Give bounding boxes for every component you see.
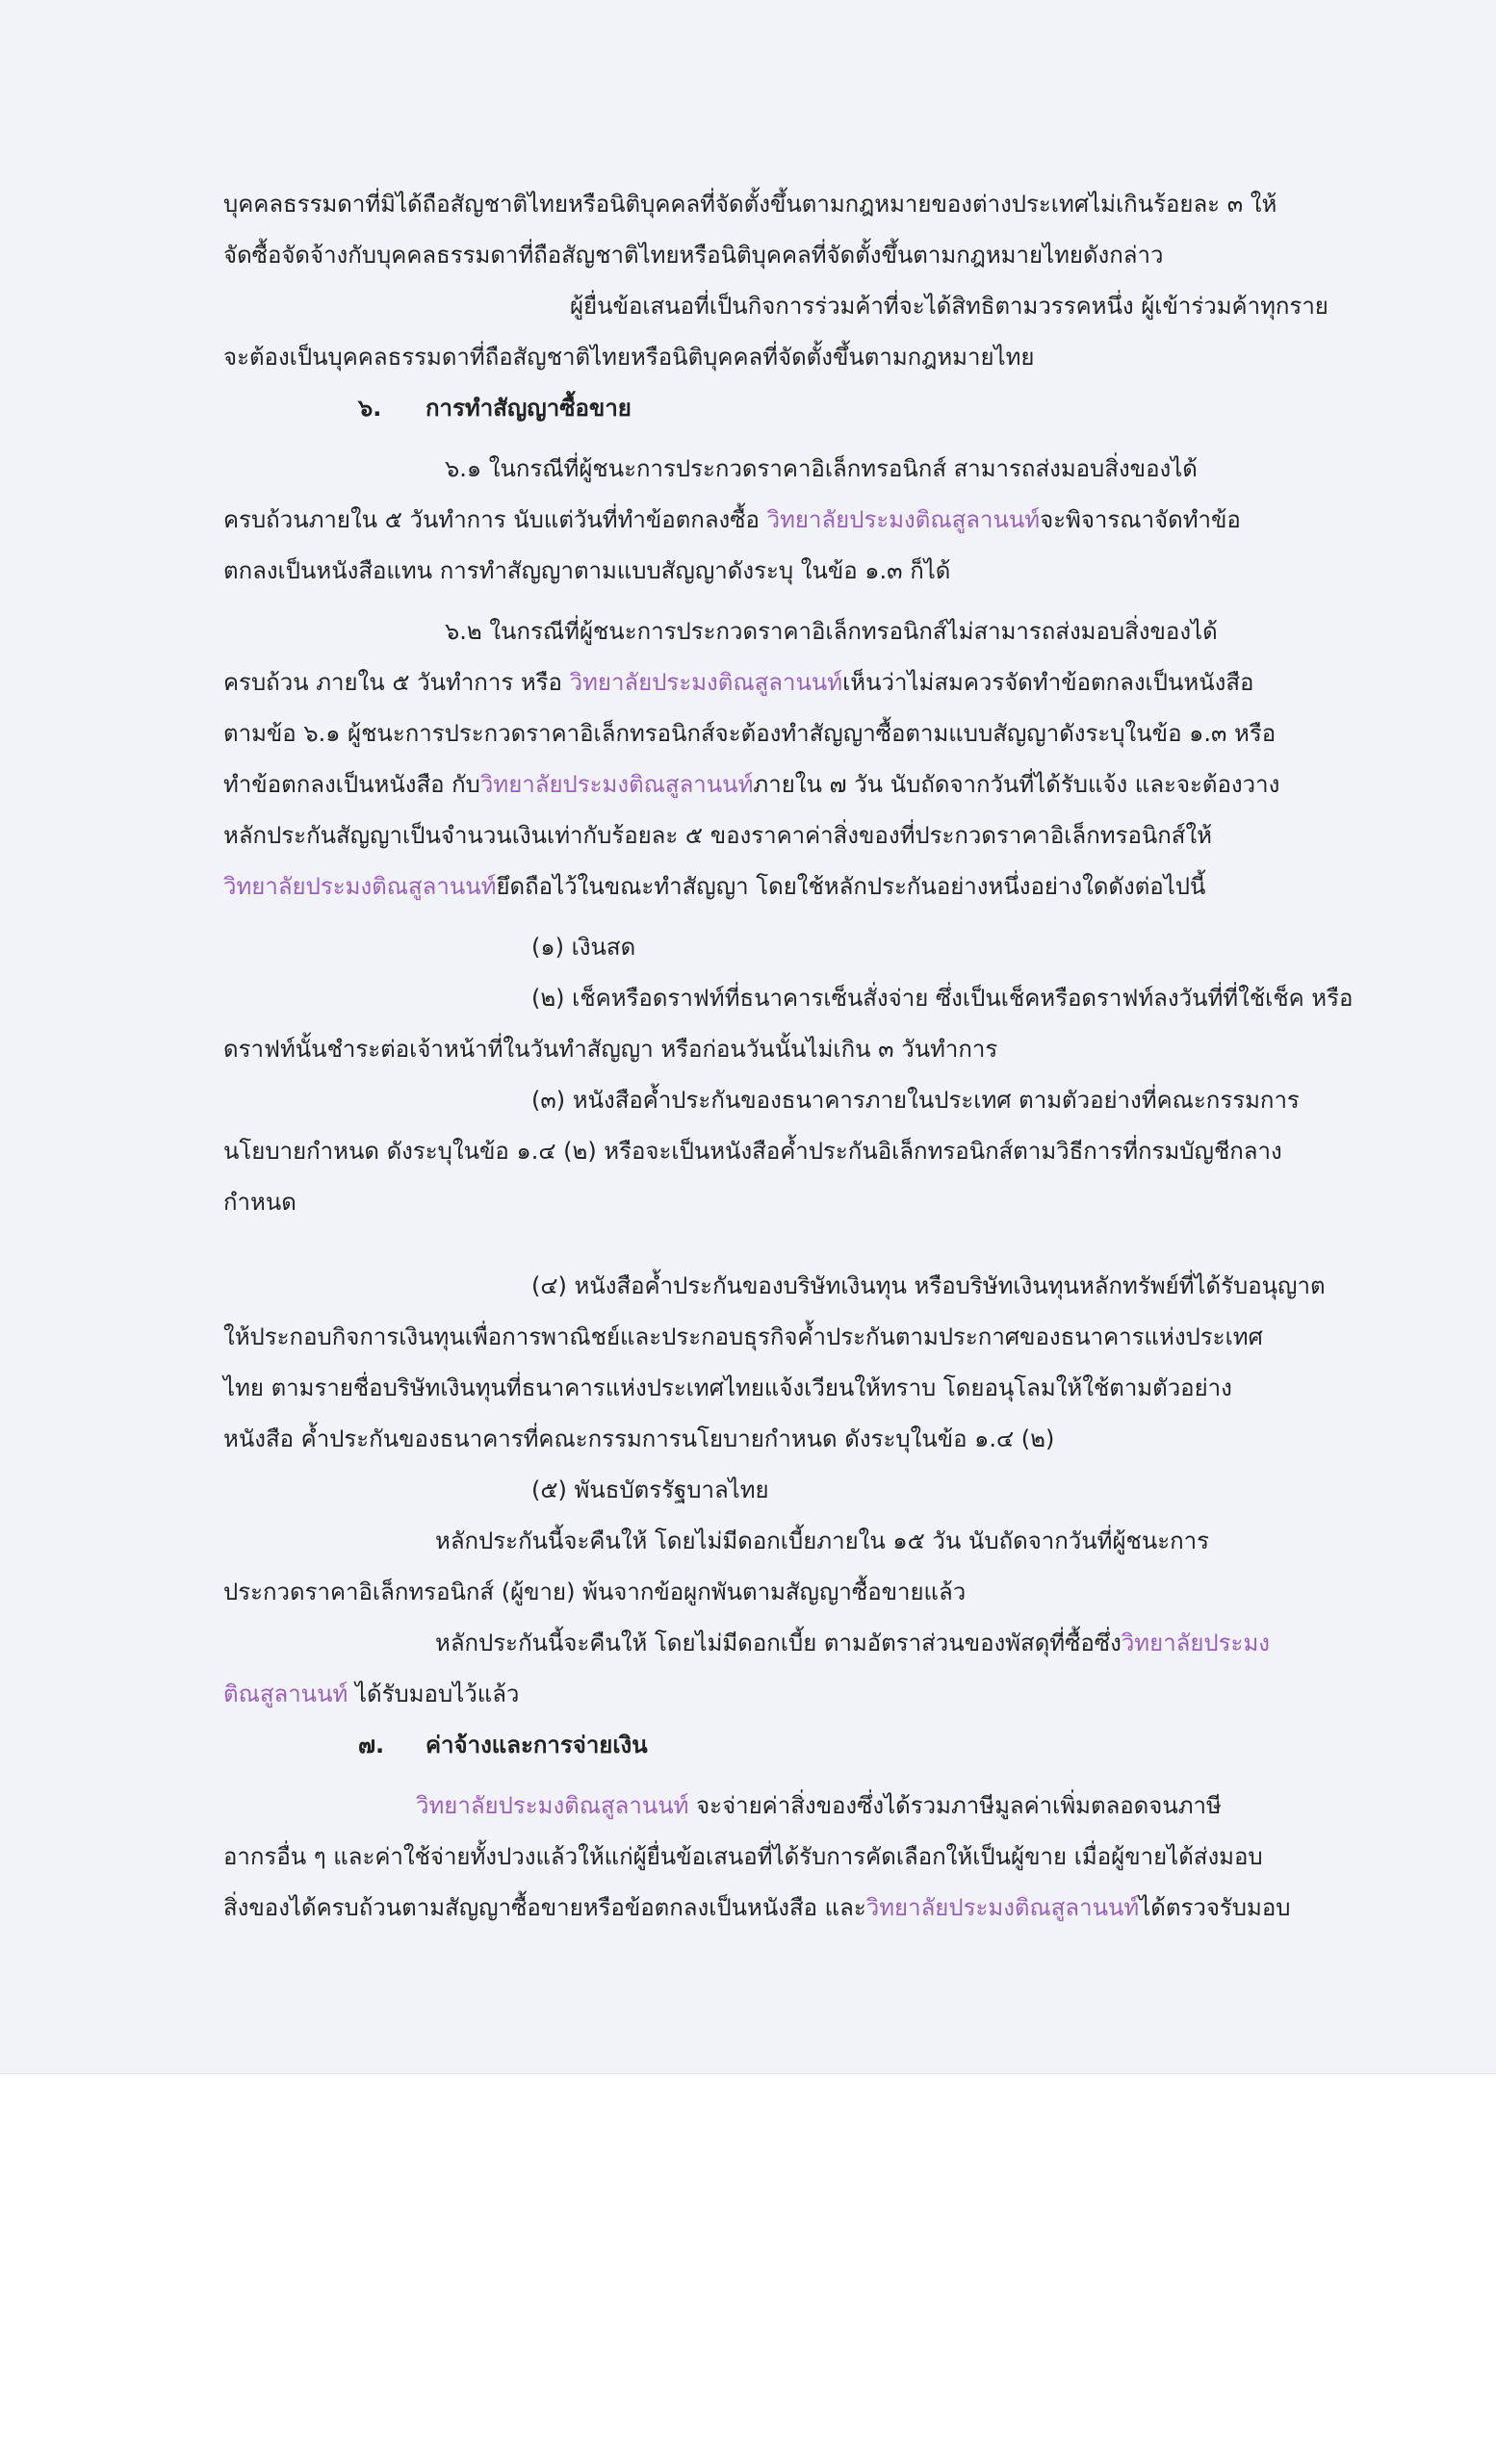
- text-line: [223, 759, 1321, 810]
- org-name-part: วิทยาลัยประมง: [1121, 1630, 1270, 1656]
- section-6-heading: [223, 383, 1321, 434]
- org-name: วิทยาลัยประมงติณสูลานนท์: [223, 873, 497, 900]
- text-line: [223, 1669, 1321, 1720]
- text-run: จะจ่ายค่าสิ่งของซึ่งได้รวมภาษีมูลค่าเพิ่มตลอดจนภาษี: [688, 1792, 1222, 1819]
- text-run: ครบถ้วนภายใน ๕ วันทำการ นับแต่วันที่ทำข้อตกลงซื้อ: [223, 506, 767, 533]
- text-line: ผู้ยื่นข้อเสนอที่เป็นกิจการร่วมค้าที่จะได้สิทธิตามวรรคหนึ่ง ผู้เข้าร่วมค้าทุกราย: [570, 293, 1328, 320]
- text-line: บุคคลธรรมดาที่มิได้ถือสัญชาติไทยหรือนิติบุคคลที่จัดตั้งขึ้นตามกฎหมายของต่างประเทศไม่เกินร้อยละ ๓ ให้: [223, 191, 1277, 218]
- return-clause-2: [223, 1618, 1321, 1669]
- text-run: ภายใน ๗ วัน นับถัดจากวันที่ได้รับแจ้ง และจะต้องวาง: [753, 771, 1280, 798]
- text-line: นโยบายกำหนด ดังระบุในข้อ ๑.๔ (๒) หรือจะเป็นหนังสือค้ำประกันอิเล็กทรอนิกส์ตามวิธีการที่กรมบัญชีกลาง: [223, 1138, 1282, 1165]
- document-body: [223, 179, 1354, 1934]
- org-name-part: ติณสูลานนท์: [223, 1681, 348, 1707]
- text-line: ให้ประกอบกิจการเงินทุนเพื่อการพาณิชย์และประกอบธุรกิจค้ำประกันตามประกาศของธนาคารแห่งประเทศ: [223, 1323, 1263, 1350]
- text-line: ไทย ตามรายชื่อบริษัทเงินทุนที่ธนาคารแห่งประเทศไทยแจ้งเวียนให้ทราบ โดยอนุโลมให้ใช้ตามตัวอย่าง: [223, 1374, 1232, 1401]
- section-7-body: [223, 1781, 1321, 1832]
- text-line: [223, 861, 1321, 912]
- text-run: ได้รับมอบไว้แล้ว: [348, 1681, 520, 1707]
- text-run: ทำข้อตกลงเป็นหนังสือ กับ: [223, 771, 480, 798]
- section-6-number: ๖.: [358, 395, 382, 422]
- clause-6-1: ๖.๑ ในกรณีที่ผู้ชนะการประกวดราคาอิเล็กทรอนิกส์ สามารถส่งมอบสิ่งของได้: [445, 455, 1198, 482]
- text-run: ยึดถือไว้ในขณะทำสัญญา โดยใช้หลักประกันอย่างหนึ่งอย่างใดดังต่อไปนี้: [496, 873, 1206, 900]
- text-line: [223, 657, 1321, 708]
- return-clause-1: หลักประกันนี้จะคืนให้ โดยไม่มีดอกเบี้ยภายใน ๑๕ วัน นับถัดจากวันที่ผู้ชนะการ: [435, 1527, 1210, 1554]
- list-item-5: (๕) พันธบัตรรัฐบาลไทย: [531, 1476, 769, 1503]
- org-name: วิทยาลัยประมงติณสูลานนท์: [479, 771, 754, 798]
- text-line: หลักประกันสัญญาเป็นจำนวนเงินเท่ากับร้อยละ ๕ ของราคาค่าสิ่งของที่ประกวดราคาอิเล็กทรอนิกส์ให้: [223, 822, 1212, 849]
- section-7-title: ค่าจ้างและการจ่ายเงิน: [426, 1732, 648, 1758]
- text-line: ตกลงเป็นหนังสือแทน การทำสัญญาตามแบบสัญญาดังระบุ ในข้อ ๑.๓ ก็ได้: [223, 557, 951, 584]
- section-6-title: การทำสัญญาซื้อขาย: [426, 395, 632, 422]
- list-item-4: (๔) หนังสือค้ำประกันของบริษัทเงินทุน หรือบริษัทเงินทุนหลักทรัพย์ที่ได้รับอนุญาต: [531, 1272, 1326, 1299]
- list-item-1: (๑) เงินสด: [531, 934, 636, 961]
- text-line: [223, 495, 1321, 546]
- text-run: หลักประกันนี้จะคืนให้ โดยไม่มีดอกเบี้ย ตามอัตราส่วนของพัสดุที่ซื้อซึ่ง: [435, 1630, 1122, 1656]
- text-run: เห็นว่าไม่สมควรจัดทำข้อตกลงเป็นหนังสือ: [842, 669, 1254, 696]
- org-name: วิทยาลัยประมงติณสูลานนท์: [569, 669, 843, 696]
- text-run: ครบถ้วน ภายใน ๕ วันทำการ หรือ: [223, 669, 570, 696]
- text-line: ประกวดราคาอิเล็กทรอนิกส์ (ผู้ขาย) พ้นจากข้อผูกพันตามสัญญาซื้อขายแล้ว: [223, 1578, 967, 1605]
- text-line: จะต้องเป็นบุคคลธรรมดาที่ถือสัญชาติไทยหรือนิติบุคคลที่จัดตั้งขึ้นตามกฎหมายไทย: [223, 344, 1035, 371]
- list-item-2: (๒) เช็คหรือดราฟท์ที่ธนาคารเซ็นสั่งจ่าย ซึ่งเป็นเช็คหรือดราฟท์ลงวันที่ที่ใช้เช็ค หรือ: [531, 985, 1354, 1012]
- section-7-number: ๗.: [358, 1732, 385, 1758]
- text-run: ได้ตรวจรับมอบ: [1139, 1894, 1291, 1921]
- text-line: ดราฟท์นั้นชำระต่อเจ้าหน้าที่ในวันทำสัญญา หรือก่อนวันนั้นไม่เกิน ๓ วันทำการ: [223, 1036, 998, 1063]
- clause-6-2: ๖.๒ ในกรณีที่ผู้ชนะการประกวดราคาอิเล็กทรอนิกส์ไม่สามารถส่งมอบสิ่งของได้: [445, 618, 1218, 645]
- text-line: ตามข้อ ๖.๑ ผู้ชนะการประกวดราคาอิเล็กทรอนิกส์จะต้องทำสัญญาซื้อตามแบบสัญญาดังระบุในข้อ ๑.๓ หรือ: [223, 720, 1277, 747]
- section-7-heading: [223, 1720, 1321, 1771]
- list-item-3: (๓) หนังสือค้ำประกันของธนาคารภายในประเทศ ตามตัวอย่างที่คณะกรรมการ: [531, 1087, 1300, 1114]
- org-name: วิทยาลัยประมงติณสูลานนท์: [865, 1894, 1140, 1921]
- text-run: สิ่งของได้ครบถ้วนตามสัญญาซื้อขายหรือข้อตกลงเป็นหนังสือ และ: [223, 1894, 866, 1921]
- org-name: วิทยาลัยประมงติณสูลานนท์: [416, 1792, 689, 1819]
- text-line: [223, 1883, 1321, 1934]
- text-run: จะพิจารณาจัดทำข้อ: [1040, 506, 1241, 533]
- text-line: กำหนด: [223, 1189, 297, 1216]
- text-line: หนังสือ ค้ำประกันของธนาคารที่คณะกรรมการนโยบายกำหนด ดังระบุในข้อ ๑.๔ (๒): [223, 1425, 1055, 1452]
- text-line: จัดซื้อจัดจ้างกับบุคคลธรรมดาที่ถือสัญชาติไทยหรือนิติบุคคลที่จัดตั้งขึ้นตามกฎหมายไทยดังกล่าว: [223, 242, 1164, 269]
- org-name: วิทยาลัยประมงติณสูลานนท์: [766, 506, 1041, 533]
- text-line: อากรอื่น ๆ และค่าใช้จ่ายทั้งปวงแล้วให้แก่ผู้ยื่นข้อเสนอที่ได้รับการคัดเลือกให้เป็นผู้ขาย เมื่อผู้ขายได้ส่งมอบ: [223, 1843, 1263, 1870]
